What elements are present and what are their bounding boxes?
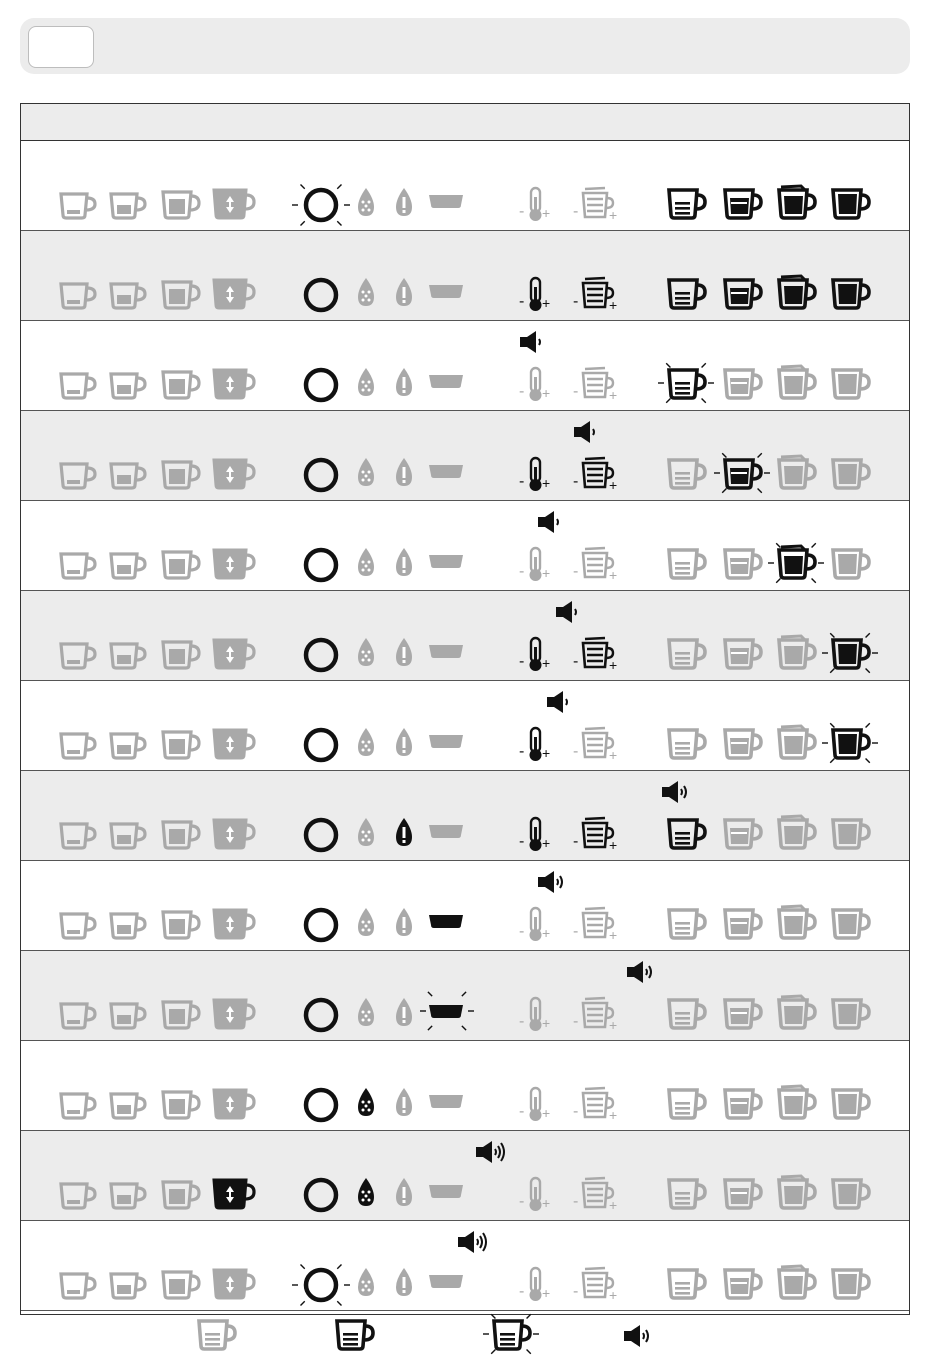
- cup-small-icon: [57, 635, 97, 671]
- water-alert-icon: [391, 635, 431, 669]
- drip-tray-icon: [427, 543, 467, 579]
- top-banner: [20, 18, 910, 74]
- temperature-icon: [519, 1265, 559, 1303]
- power-ring-icon: [299, 1085, 343, 1125]
- cup-adjust-icon: [211, 635, 257, 673]
- speaker-icon: [518, 329, 558, 365]
- power-ring-icon: [299, 815, 343, 855]
- cup-medium-icon: [107, 725, 147, 761]
- cup-level-4-icon: [829, 455, 871, 491]
- svg-text:+: +: [542, 1195, 551, 1211]
- cup-medium-icon: [107, 365, 147, 401]
- svg-text:+: +: [542, 385, 551, 401]
- cup-level-2-icon: [721, 635, 763, 671]
- temperature-icon: [519, 365, 559, 403]
- cup-level-2-icon: [721, 905, 763, 941]
- temperature-icon: [519, 905, 559, 943]
- cup-level-1-icon: [665, 185, 707, 221]
- speaker-icon: [474, 1139, 514, 1175]
- svg-text:-: -: [573, 923, 579, 940]
- svg-text:+: +: [542, 745, 551, 761]
- cup-large-icon: [159, 635, 199, 671]
- cup-adjust-icon: [211, 725, 257, 763]
- power-ring-icon: [299, 635, 343, 675]
- legend-off-cup-level-1-icon: [195, 1316, 237, 1352]
- legend-blink-cup-level-1-icon: [490, 1316, 532, 1352]
- cup-small-icon: [57, 185, 97, 221]
- cup-level-4-icon: [829, 905, 871, 941]
- svg-text:+: +: [542, 295, 551, 311]
- cup-volume-icon: [573, 455, 619, 493]
- cup-large-icon: [159, 1265, 199, 1301]
- cup-adjust-icon: [211, 545, 257, 583]
- cup-medium-icon: [107, 185, 147, 221]
- cup-adjust-icon: [211, 185, 257, 223]
- cup-level-1-icon: [665, 1265, 707, 1301]
- svg-text:-: -: [573, 1013, 579, 1030]
- table-row: [21, 1131, 909, 1221]
- cup-level-3-icon: [775, 365, 817, 401]
- drip-tray-icon: [427, 183, 467, 219]
- power-ring-icon: [299, 185, 343, 225]
- descale-drop-icon: [353, 455, 393, 489]
- speaker-icon: [660, 779, 700, 815]
- svg-text:+: +: [609, 657, 618, 673]
- table-row: [21, 411, 909, 501]
- cup-adjust-icon: [211, 905, 257, 943]
- water-alert-icon: [391, 905, 431, 939]
- water-alert-icon: [391, 995, 431, 1029]
- cup-level-3-icon: [775, 1265, 817, 1301]
- legend-on-speaker-icon: [622, 1323, 662, 1359]
- svg-text:+: +: [542, 655, 551, 671]
- cup-medium-icon: [107, 1085, 147, 1121]
- cup-small-icon: [57, 275, 97, 311]
- cup-adjust-icon: [211, 1175, 257, 1213]
- svg-text:+: +: [609, 1017, 618, 1033]
- table-row: [21, 1041, 909, 1131]
- cup-volume-icon: [573, 995, 619, 1033]
- cup-volume-icon: [573, 365, 619, 403]
- cup-volume-icon: [573, 905, 619, 943]
- svg-text:+: +: [609, 207, 618, 223]
- svg-text:+: +: [542, 205, 551, 221]
- drip-tray-icon: [427, 453, 467, 489]
- cup-level-2-icon: [721, 275, 763, 311]
- cup-level-3-icon: [775, 995, 817, 1031]
- cup-medium-icon: [107, 455, 147, 491]
- cup-level-4-icon: [829, 995, 871, 1031]
- speaker-icon: [554, 599, 594, 635]
- table-row: [21, 501, 909, 591]
- legend-on-cup-level-1-icon: [333, 1316, 375, 1352]
- temperature-icon: [519, 185, 559, 223]
- cup-volume-icon: [573, 635, 619, 673]
- cup-level-2-icon: [721, 725, 763, 761]
- table-row: [21, 771, 909, 861]
- table-row: [21, 141, 909, 231]
- cup-level-3-icon: [775, 275, 817, 311]
- descale-drop-icon: [353, 635, 393, 669]
- cup-large-icon: [159, 1085, 199, 1121]
- cup-adjust-icon: [211, 455, 257, 493]
- indicator-light-table: [20, 103, 910, 1315]
- cup-small-icon: [57, 365, 97, 401]
- cup-level-3-icon: [775, 815, 817, 851]
- cup-level-3-icon: [775, 905, 817, 941]
- cup-level-4-icon: [829, 1085, 871, 1121]
- drip-tray-icon: [427, 903, 467, 939]
- cup-medium-icon: [107, 905, 147, 941]
- descale-drop-icon: [353, 995, 393, 1029]
- power-ring-icon: [299, 725, 343, 765]
- svg-text:-: -: [519, 653, 525, 670]
- cup-large-icon: [159, 545, 199, 581]
- svg-text:-: -: [519, 563, 525, 580]
- temperature-icon: [519, 455, 559, 493]
- cup-large-icon: [159, 275, 199, 311]
- cup-small-icon: [57, 815, 97, 851]
- cup-small-icon: [57, 1085, 97, 1121]
- cup-adjust-icon: [211, 815, 257, 853]
- water-alert-icon: [391, 725, 431, 759]
- power-ring-icon: [299, 905, 343, 945]
- svg-text:-: -: [573, 833, 579, 850]
- cup-small-icon: [57, 1265, 97, 1301]
- svg-text:-: -: [573, 743, 579, 760]
- cup-level-2-icon: [721, 1085, 763, 1121]
- svg-text:-: -: [519, 383, 525, 400]
- svg-text:+: +: [609, 1197, 618, 1213]
- speaker-icon: [625, 959, 665, 995]
- power-ring-icon: [299, 1265, 343, 1305]
- cup-level-2-icon: [721, 1265, 763, 1301]
- cup-medium-icon: [107, 545, 147, 581]
- drip-tray-icon: [427, 273, 467, 309]
- svg-text:+: +: [542, 925, 551, 941]
- cup-volume-icon: [573, 1175, 619, 1213]
- cup-level-4-icon: [829, 725, 871, 761]
- cup-large-icon: [159, 365, 199, 401]
- svg-text:-: -: [573, 383, 579, 400]
- power-ring-icon: [299, 545, 343, 585]
- cup-volume-icon: [573, 1085, 619, 1123]
- water-alert-icon: [391, 275, 431, 309]
- descale-drop-icon: [353, 1085, 393, 1119]
- svg-text:+: +: [542, 565, 551, 581]
- temperature-icon: [519, 1175, 559, 1213]
- cup-level-3-icon: [775, 455, 817, 491]
- cup-volume-icon: [573, 275, 619, 313]
- svg-text:-: -: [519, 923, 525, 940]
- cup-level-1-icon: [665, 545, 707, 581]
- cup-volume-icon: [573, 815, 619, 853]
- svg-text:-: -: [519, 1103, 525, 1120]
- cup-adjust-icon: [211, 1265, 257, 1303]
- power-ring-icon: [299, 455, 343, 495]
- water-alert-icon: [391, 1265, 431, 1299]
- cup-level-3-icon: [775, 1085, 817, 1121]
- svg-text:+: +: [609, 567, 618, 583]
- cup-large-icon: [159, 1175, 199, 1211]
- descale-drop-icon: [353, 275, 393, 309]
- svg-text:+: +: [609, 837, 618, 853]
- cup-medium-icon: [107, 1175, 147, 1211]
- cup-adjust-icon: [211, 1085, 257, 1123]
- svg-text:-: -: [573, 1283, 579, 1300]
- cup-small-icon: [57, 725, 97, 761]
- svg-text:-: -: [573, 203, 579, 220]
- table-row: [21, 591, 909, 681]
- cup-level-2-icon: [721, 1175, 763, 1211]
- cup-large-icon: [159, 905, 199, 941]
- speaker-icon: [536, 869, 576, 905]
- cup-level-3-icon: [775, 1175, 817, 1211]
- cup-level-4-icon: [829, 1265, 871, 1301]
- descale-drop-icon: [353, 1175, 393, 1209]
- table-row: [21, 231, 909, 321]
- cup-level-2-icon: [721, 455, 763, 491]
- table-row: [21, 951, 909, 1041]
- cup-small-icon: [57, 1175, 97, 1211]
- svg-text:-: -: [519, 1013, 525, 1030]
- cup-large-icon: [159, 815, 199, 851]
- svg-text:-: -: [519, 1283, 525, 1300]
- cup-level-2-icon: [721, 815, 763, 851]
- svg-text:+: +: [609, 477, 618, 493]
- descale-drop-icon: [353, 905, 393, 939]
- cup-level-1-icon: [665, 1085, 707, 1121]
- svg-text:+: +: [609, 297, 618, 313]
- drip-tray-icon: [427, 1173, 467, 1209]
- cup-level-4-icon: [829, 1175, 871, 1211]
- descale-drop-icon: [353, 1265, 393, 1299]
- svg-text:-: -: [573, 473, 579, 490]
- cup-adjust-icon: [211, 995, 257, 1033]
- speaker-icon: [545, 689, 585, 725]
- temperature-icon: [519, 815, 559, 853]
- temperature-icon: [519, 275, 559, 313]
- cup-level-1-icon: [665, 995, 707, 1031]
- svg-text:+: +: [542, 835, 551, 851]
- water-alert-icon: [391, 185, 431, 219]
- cup-medium-icon: [107, 815, 147, 851]
- drip-tray-icon: [427, 993, 467, 1029]
- cup-medium-icon: [107, 1265, 147, 1301]
- power-ring-icon: [299, 995, 343, 1035]
- water-alert-icon: [391, 815, 431, 849]
- power-ring-icon: [299, 275, 343, 315]
- svg-text:-: -: [573, 293, 579, 310]
- cup-small-icon: [57, 995, 97, 1031]
- cup-level-4-icon: [829, 365, 871, 401]
- table-header: [21, 104, 909, 141]
- table-row: [21, 1221, 909, 1311]
- cup-level-3-icon: [775, 635, 817, 671]
- cup-level-2-icon: [721, 545, 763, 581]
- cup-level-4-icon: [829, 635, 871, 671]
- svg-text:-: -: [519, 473, 525, 490]
- water-alert-icon: [391, 455, 431, 489]
- temperature-icon: [519, 995, 559, 1033]
- cup-small-icon: [57, 455, 97, 491]
- svg-text:-: -: [573, 653, 579, 670]
- svg-text:+: +: [609, 1287, 618, 1303]
- svg-text:-: -: [519, 743, 525, 760]
- cup-volume-icon: [573, 185, 619, 223]
- cup-adjust-icon: [211, 365, 257, 403]
- drip-tray-icon: [427, 633, 467, 669]
- cup-large-icon: [159, 995, 199, 1031]
- cup-volume-icon: [573, 545, 619, 583]
- cup-level-2-icon: [721, 185, 763, 221]
- svg-text:+: +: [542, 1015, 551, 1031]
- cup-level-4-icon: [829, 185, 871, 221]
- cup-medium-icon: [107, 275, 147, 311]
- power-ring-icon: [299, 1175, 343, 1215]
- descale-drop-icon: [353, 545, 393, 579]
- cup-level-3-icon: [775, 185, 817, 221]
- temperature-icon: [519, 545, 559, 583]
- cup-level-4-icon: [829, 275, 871, 311]
- cup-level-1-icon: [665, 635, 707, 671]
- cup-level-1-icon: [665, 1175, 707, 1211]
- cup-level-4-icon: [829, 815, 871, 851]
- svg-text:+: +: [542, 1105, 551, 1121]
- cup-level-3-icon: [775, 725, 817, 761]
- svg-text:+: +: [609, 1107, 618, 1123]
- svg-text:-: -: [573, 563, 579, 580]
- cup-level-2-icon: [721, 995, 763, 1031]
- svg-text:+: +: [609, 747, 618, 763]
- water-alert-icon: [391, 545, 431, 579]
- cup-small-icon: [57, 545, 97, 581]
- temperature-icon: [519, 635, 559, 673]
- cup-volume-icon: [573, 725, 619, 763]
- descale-drop-icon: [353, 815, 393, 849]
- cup-level-1-icon: [665, 365, 707, 401]
- descale-drop-icon: [353, 185, 393, 219]
- drip-tray-icon: [427, 1083, 467, 1119]
- svg-text:+: +: [542, 475, 551, 491]
- svg-text:-: -: [519, 293, 525, 310]
- svg-text:-: -: [519, 833, 525, 850]
- power-ring-icon: [299, 365, 343, 405]
- table-row: [21, 861, 909, 951]
- svg-text:+: +: [609, 387, 618, 403]
- cup-large-icon: [159, 455, 199, 491]
- cup-large-icon: [159, 185, 199, 221]
- svg-text:+: +: [609, 927, 618, 943]
- cup-level-1-icon: [665, 905, 707, 941]
- speaker-icon: [456, 1229, 496, 1265]
- table-row: [21, 681, 909, 771]
- svg-text:-: -: [519, 1193, 525, 1210]
- drip-tray-icon: [427, 813, 467, 849]
- cup-level-1-icon: [665, 455, 707, 491]
- cup-small-icon: [57, 905, 97, 941]
- water-alert-icon: [391, 1085, 431, 1119]
- cup-level-1-icon: [665, 275, 707, 311]
- svg-text:+: +: [542, 1285, 551, 1301]
- descale-drop-icon: [353, 365, 393, 399]
- svg-text:-: -: [573, 1103, 579, 1120]
- svg-text:-: -: [519, 203, 525, 220]
- drip-tray-icon: [427, 363, 467, 399]
- cup-medium-icon: [107, 995, 147, 1031]
- drip-tray-icon: [427, 1263, 467, 1299]
- cup-level-1-icon: [665, 725, 707, 761]
- temperature-icon: [519, 1085, 559, 1123]
- water-alert-icon: [391, 365, 431, 399]
- speaker-icon: [536, 509, 576, 545]
- cup-level-4-icon: [829, 545, 871, 581]
- cup-level-2-icon: [721, 365, 763, 401]
- drip-tray-icon: [427, 723, 467, 759]
- water-alert-icon: [391, 1175, 431, 1209]
- speaker-icon: [572, 419, 612, 455]
- section-number-badge: [28, 26, 94, 68]
- cup-volume-icon: [573, 1265, 619, 1303]
- cup-level-1-icon: [665, 815, 707, 851]
- cup-level-3-icon: [775, 545, 817, 581]
- table-row: [21, 321, 909, 411]
- cup-large-icon: [159, 725, 199, 761]
- cup-medium-icon: [107, 635, 147, 671]
- temperature-icon: [519, 725, 559, 763]
- descale-drop-icon: [353, 725, 393, 759]
- svg-text:-: -: [573, 1193, 579, 1210]
- cup-adjust-icon: [211, 275, 257, 313]
